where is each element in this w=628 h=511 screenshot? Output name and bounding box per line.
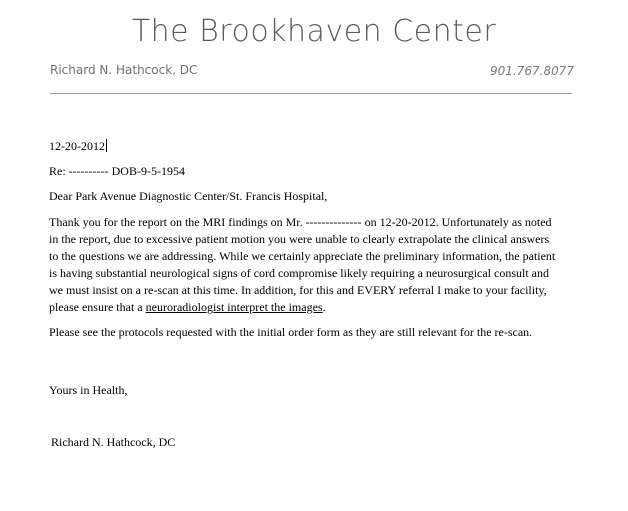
paragraph-1-line-6 <box>49 299 583 316</box>
date-text: 12-20-2012 <box>49 139 105 153</box>
letter-date[interactable] <box>49 138 107 155</box>
letter-closing: Yours in Health, <box>49 383 128 397</box>
paragraph-1-line-4: is having substantial neurological signs of cord compromise likely requiring a neurosurgical consult and <box>49 266 550 280</box>
underlined-request: neuroradiologist interpret the images <box>145 300 323 314</box>
letter-paragraph-1 <box>49 214 583 316</box>
paragraph-1-line-1: Thank you for the report on the MRI findings on Mr. -------------- on 12-20-2012. Unfortunately as noted <box>49 215 552 229</box>
letterhead-author: Richard N. Hathcock, DC <box>50 63 198 77</box>
paragraph-1-line-5: we must insist on a re-scan at this time. In addition, for this and EVERY referral I make to your facility, <box>49 283 547 297</box>
letter-signature: Richard N. Hathcock, DC <box>51 435 176 449</box>
letter-re-line: Re: ---------- DOB-9-5-1954 <box>49 164 185 178</box>
text-cursor <box>106 139 107 152</box>
header-divider <box>50 93 572 94</box>
letter-salutation: Dear Park Avenue Diagnostic Center/St. Francis Hospital, <box>49 189 328 203</box>
letterhead-phone: 901.767.8077 <box>490 64 574 78</box>
paragraph-1-line-3: to the questions we are addressing. While we certainly appreciate the preliminary information, the patient <box>49 249 556 263</box>
line-6-prefix: please ensure that a <box>49 300 146 314</box>
letter-paragraph-2: Please see the protocols requested with the initial order form as they are still relevant for the re-scan. <box>49 325 533 339</box>
letterhead-title: The Brookhaven Center <box>131 14 497 49</box>
line-6-suffix: . <box>322 300 326 314</box>
paragraph-1-line-2: in the report, due to excessive patient motion you were unable to clearly extrapolate the clinical answers <box>49 232 550 246</box>
